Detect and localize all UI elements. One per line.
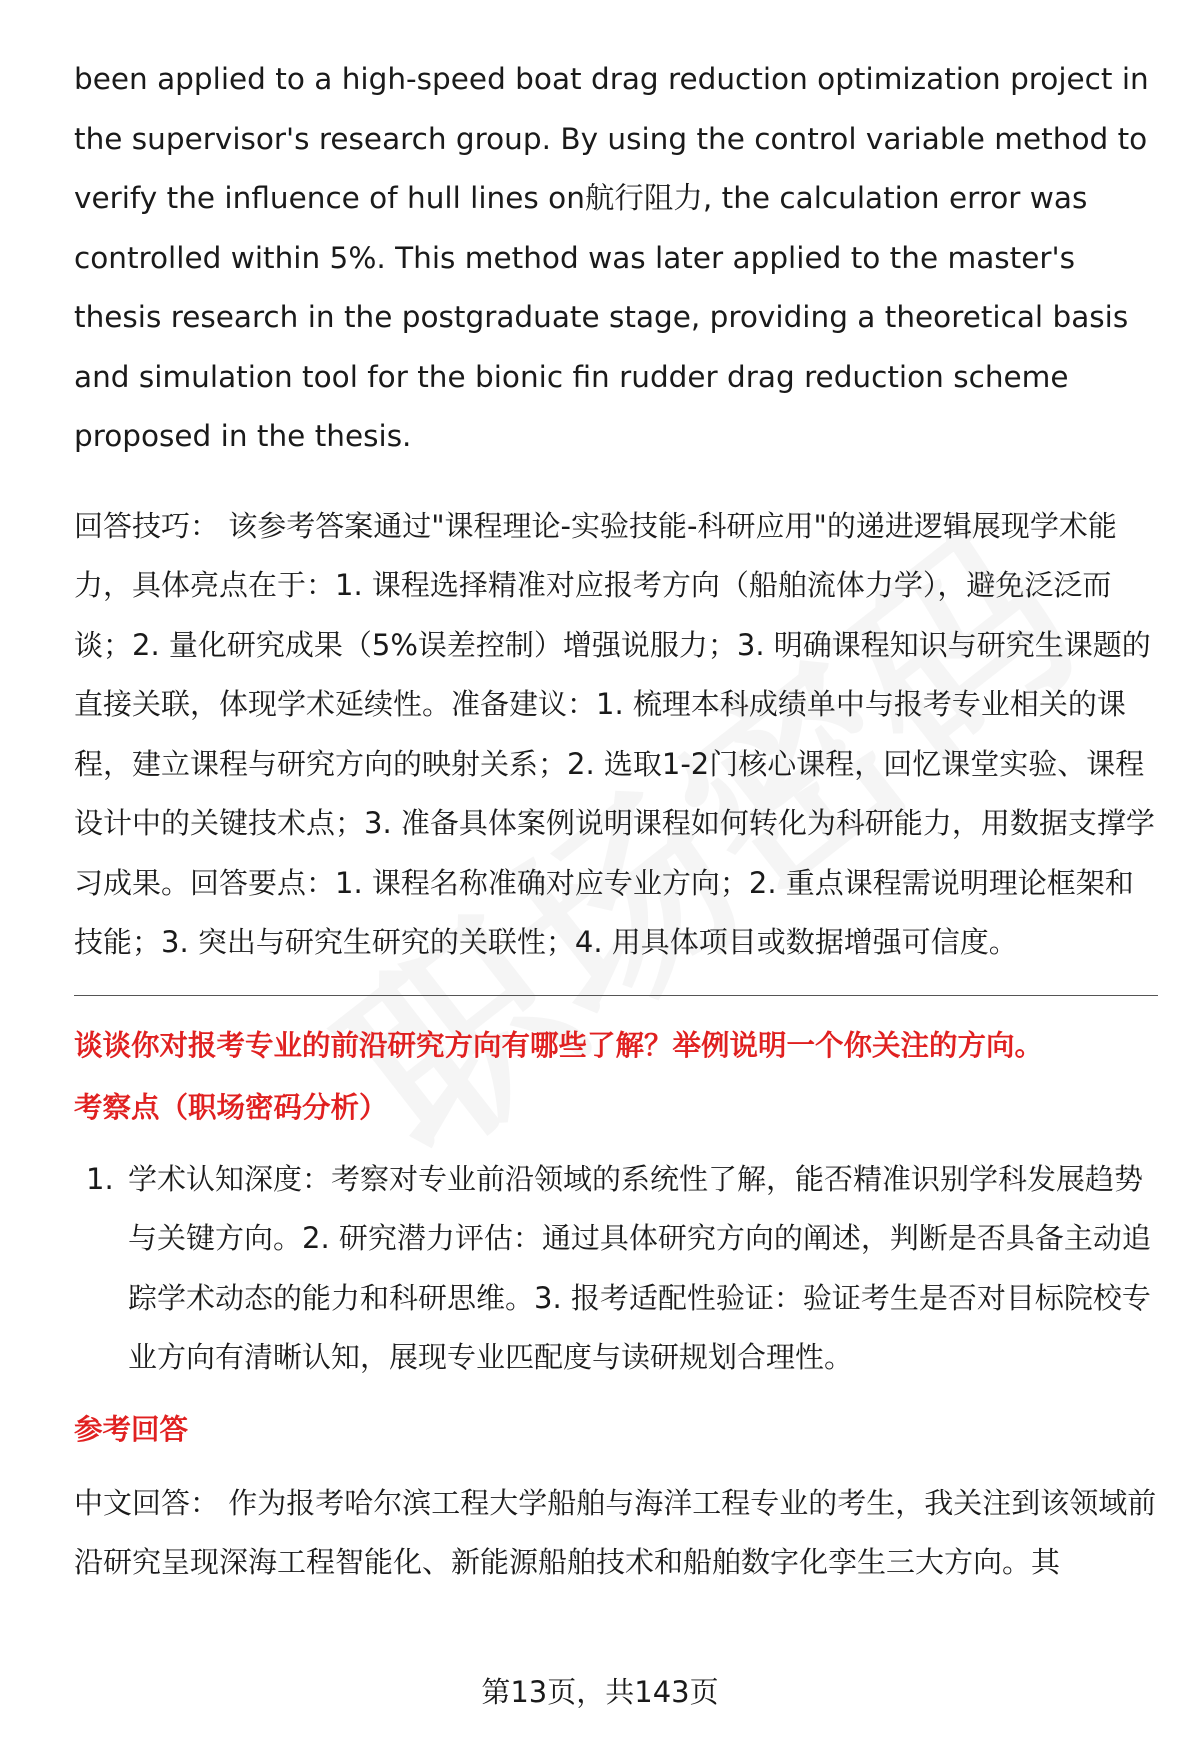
continued-english-paragraph: been applied to a high-speed boat drag reduction optimization project in the supervisor's research group. By using the control variable method to verify the influence of hull lines on航行阻力, the calculation error was controlled within 5%. This method was later applied to the master's thesis research in the postgraduate stage, providing a theoretical basis and simulation tool for the bionic fin rudder drag reduction scheme proposed in the thesis.	[74, 62, 1149, 453]
page-content	[74, 50, 1158, 1593]
answer-tips-paragraph: 回答技巧： 该参考答案通过"课程理论-实验技能-科研应用"的递进逻辑展现学术能力，具体亮点在于：1. 课程选择精准对应报考方向（船舶流体力学），避免泛泛而谈；2. 量化研究成果（5%误差控制）增强说服力；3. 明确课程知识与研究生课题的直接关联，体现学术延续性。准备建议：1. 梳理本科成绩单中与报考专业相关的课程，建立课程与研究方向的映射关系；2. 选取1-2门核心课程，回忆课堂实验、课程设计中的关键技术点；3. 准备具体案例说明课程如何转化为科研能力，用数据支撑学习成果。回答要点：1. 课程名称准确对应专业方向；2. 重点课程需说明理论框架和技能；3. 突出与研究生研究的关联性；4. 用具体项目或数据增强可信度。	[74, 508, 1155, 959]
page-number-footer: 第13页，共143页	[481, 1675, 719, 1709]
examination-points-list	[74, 1150, 1158, 1388]
reference-answer-heading: 参考回答	[74, 1412, 189, 1446]
list-item	[74, 1150, 1158, 1388]
question-title: 谈谈你对报考专业的前沿研究方向有哪些了解？举例说明一个你关注的方向。	[74, 1028, 1044, 1062]
section-divider	[74, 995, 1158, 996]
list-item-number: 1.	[86, 1161, 114, 1196]
examination-points-heading: 考察点（职场密码分析）	[74, 1090, 388, 1124]
list-item-text: 学术认知深度：考察对专业前沿领域的系统性了解，能否精准识别学科发展趋势与关键方向。2. 研究潜力评估：通过具体研究方向的阐述，判断是否具备主动追踪学术动态的能力和科研思维。3. 报考适配性验证：验证考生是否对目标院校专业方向有清晰认知，展现专业匹配度与读研规划合理性。	[128, 1161, 1151, 1374]
chinese-answer-paragraph: 中文回答： 作为报考哈尔滨工程大学船舶与海洋工程专业的考生，我关注到该领域前沿研究呈现深海工程智能化、新能源船舶技术和船舶数字化孪生三大方向。其	[74, 1485, 1157, 1579]
